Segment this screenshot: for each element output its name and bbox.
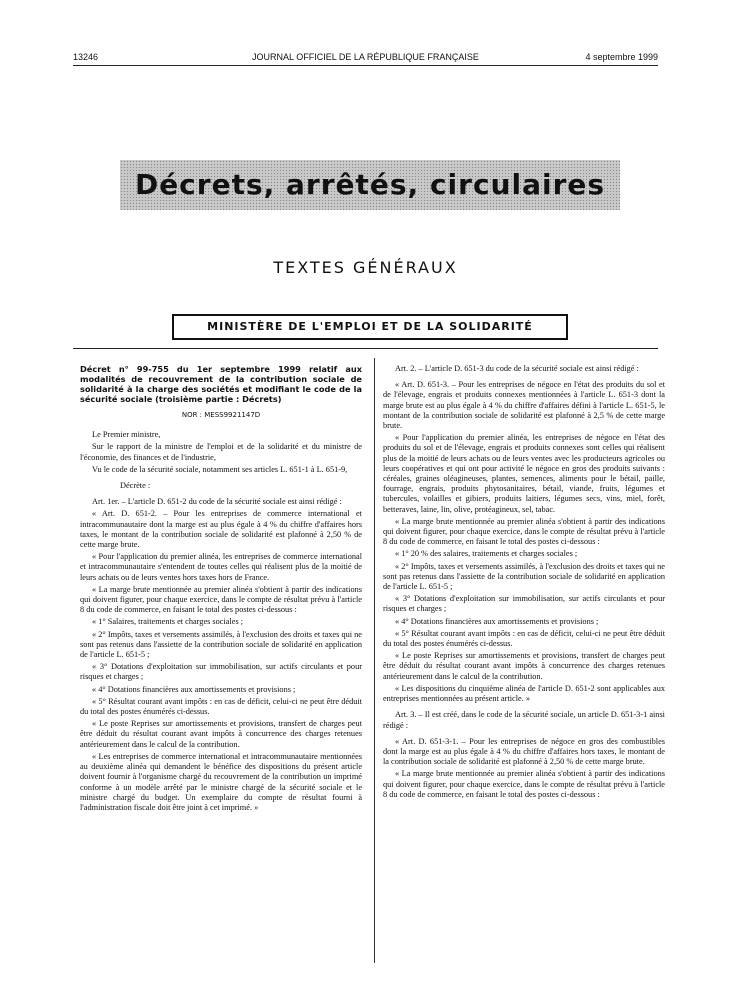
- paragraph: « La marge brute mentionnée au premier alinéa s'obtient à partir des indications qui doivent figurer, pour chaque exercice, dans le compte de résultat prévu à l'article 8 du code de commerce, en faisant le total des postes ci-dessous :: [383, 769, 665, 799]
- section-title: TEXTES GÉNÉRAUX: [273, 258, 458, 277]
- list-item: « 1° 20 % des salaires, traitements et charges sociales ;: [395, 549, 578, 559]
- paragraph: « Les dispositions du cinquième alinéa de l'article D. 651-2 sont applicables aux entreprises mentionnées au présent article. »: [383, 683, 665, 704]
- ministry-rule: [73, 348, 658, 349]
- paragraph: « Art. D. 651-2. – Pour les entreprises de commerce international et intracommunautaire dont la marge est au plus égale à 4 % du chiffre d'affaires hors taxes, le montant de la contribution sociale de solidarité est plafonné à 2,50 % de cette marge brute.: [80, 509, 362, 550]
- paragraph: « Le poste Reprises sur amortissements et provisions, transfert de charges peut être déduit du résultat courant avant impôts à concurrence des charges retenues antérieurement dans le calcul de la contribution.: [383, 651, 665, 681]
- journal-title: JOURNAL OFFICIEL DE LA RÉPUBLIQUE FRANÇAISE: [252, 52, 479, 62]
- decrete-label: Décrète :: [120, 481, 151, 491]
- column-divider: [374, 358, 375, 963]
- list-item: « 5° Résultat courant avant impôts : en cas de déficit, celui-ci ne peut être déduit du total des postes énumérés ci-dessus.: [80, 696, 362, 717]
- paragraph: Le Premier ministre,: [92, 430, 161, 440]
- list-item: « 3° Dotations d'exploitation sur immobilisation, sur actifs circulants et pour risques et charges ;: [80, 662, 362, 682]
- list-item: « 3° Dotations d'exploitation sur immobilisation, sur actifs circulants et pour risques et charges ;: [383, 594, 665, 614]
- right-column: [383, 364, 665, 802]
- list-item: « 2° Impôts, taxes et versements assimilés, à l'exclusion des droits et taxes qui ne sont pas retenus dans l'assiette de la contribution sociale de solidarité en application de l'article L. 651-5 ;: [80, 629, 362, 660]
- article-heading: Art. 2. – L'article D. 651-3 du code de la sécurité sociale est ainsi rédigé :: [395, 364, 639, 373]
- list-item: « 5° Résultat courant avant impôts : en cas de déficit, celui-ci ne peut être déduit du total des postes énumérés ci-dessus.: [383, 628, 665, 649]
- banner-title: Décrets, arrêtés, circulaires: [134, 168, 606, 201]
- list-item: « 4° Dotations financières aux amortissements et provisions ;: [92, 684, 296, 694]
- article-heading: Art. 3. – Il est créé, dans le code de la sécurité sociale, un article D. 651-3-1 ainsi rédigé :: [383, 710, 665, 730]
- paragraph: « Art. D. 651-3. – Pour les entreprises de négoce en l'état des produits du sol et de l'élevage, engrais et produits connexes mentionnées à l'article L. 651-3 dont la marge brute est au plus égale à 4 % du chiffre d'affaires défini à l'article L. 651-5, le montant de la contribution sociale de solidarité est plafonné à 2,5 % de cette marge brute.: [383, 380, 665, 431]
- paragraph: « La marge brute mentionnée au premier alinéa s'obtient à partir des indications qui doivent figurer, pour chaque exercice, dans le compte de résultat prévu à l'article 8 du code de commerce, en faisant le total des postes ci-dessous :: [80, 584, 362, 615]
- paragraph: « Le poste Reprises sur amortissements et provisions, transfert de charges peut être déduit du résultat courant avant impôts à concurrence des charges retenues antérieurement dans le calcul de la contribution.: [80, 719, 362, 749]
- paragraph: Vu le code de la sécurité sociale, notamment ses articles L. 651-1 à L. 651-9,: [92, 464, 348, 474]
- header-rule: [73, 65, 658, 66]
- nor-reference: NOR : MESS9921147D: [181, 411, 261, 419]
- article-heading: Art. 1er. – L'article D. 651-2 du code de la sécurité sociale est ainsi rédigé :: [92, 497, 342, 507]
- ministry-box: MINISTÈRE DE L'EMPLOI ET DE LA SOLIDARITÉ: [172, 314, 568, 340]
- paragraph: « Art. D. 651-3-1. – Pour les entreprises de négoce en gros des combustibles dont la marge est au plus égale à 4 % du chiffre d'affaires hors taxes, le montant de la contribution sociale de solidarité est plafonné à 2,50 % de cette marge brute.: [383, 736, 665, 767]
- paragraph: « Pour l'application du premier alinéa, les entreprises de commerce international et intracommunautaire s'entendent de toutes celles qui réalisent plus de la moitié de leurs achats ou de leurs ventes hors taxes hors de France.: [80, 552, 362, 582]
- publication-date: 4 septembre 1999: [585, 52, 658, 62]
- page-number: 13246: [73, 52, 99, 62]
- list-item: « 1° Salaires, traitements et charges sociales ;: [92, 617, 244, 627]
- paragraph: « La marge brute mentionnée au premier alinéa s'obtient à partir des indications qui doivent figurer, pour chaque exercice, dans le compte de résultat prévu à l'article 8 du code de commerce, en faisant le total des postes ci-dessous :: [383, 516, 665, 547]
- left-column: [80, 364, 362, 815]
- decree-title: Décret n° 99-755 du 1er septembre 1999 relatif aux modalités de recouvrement de la contribution sociale de solidarité à la charge des sociétés et modifiant le code de la sécurité sociale (troisième partie : Décrets): [80, 364, 362, 404]
- paragraph: « Pour l'application du premier alinéa, les entreprises de négoce en l'état des produits du sol et de l'élevage, engrais et produits connexes sont celles qui réalisent plus de la moitié de leurs achats ou de leurs ventes avec les producteurs agricoles ou leurs coopératives et qui ont pour activité le négoce en gros des produits suivants : céréales, graines oléagineuses, plantes, semences, aliments pour le bétail, paille, fourrage, engrais, produits phytosanitaires, bétail, viande, fruits, légumes et tubercules, volailles et gibiers, produits laitiers, légumes secs, vins, miel, forêt, betteraves, laine, lin, olive, protéagineux, sel, tabac.: [383, 433, 665, 514]
- list-item: « 2° Impôts, taxes et versements assimilés, à l'exclusion des droits et taxes qui ne sont pas retenus dans l'assiette de la contribution sociale de solidarité en application de l'article L. 651-5 ;: [383, 561, 665, 592]
- paragraph: Sur le rapport de la ministre de l'emploi et de la solidarité et du ministre de l'économie, des finances et de l'industrie,: [80, 442, 362, 462]
- list-item: « 4° Dotations financières aux amortissements et provisions ;: [395, 616, 599, 626]
- paragraph: « Les entreprises de commerce international et intracommunautaire mentionnées au deuxième alinéa qui demandent le bénéfice des dispositions du présent article doivent fournir à l'organisme chargé du recouvrement de la contribution un imprimé conforme à un modèle arrêté par le ministre chargé de la sécurité sociale et le ministre chargé du budget. Un exemplaire du compte de résultat fourni à l'administration fiscale doit être joint à cet imprimé. »: [80, 751, 362, 812]
- section-banner: [120, 160, 620, 210]
